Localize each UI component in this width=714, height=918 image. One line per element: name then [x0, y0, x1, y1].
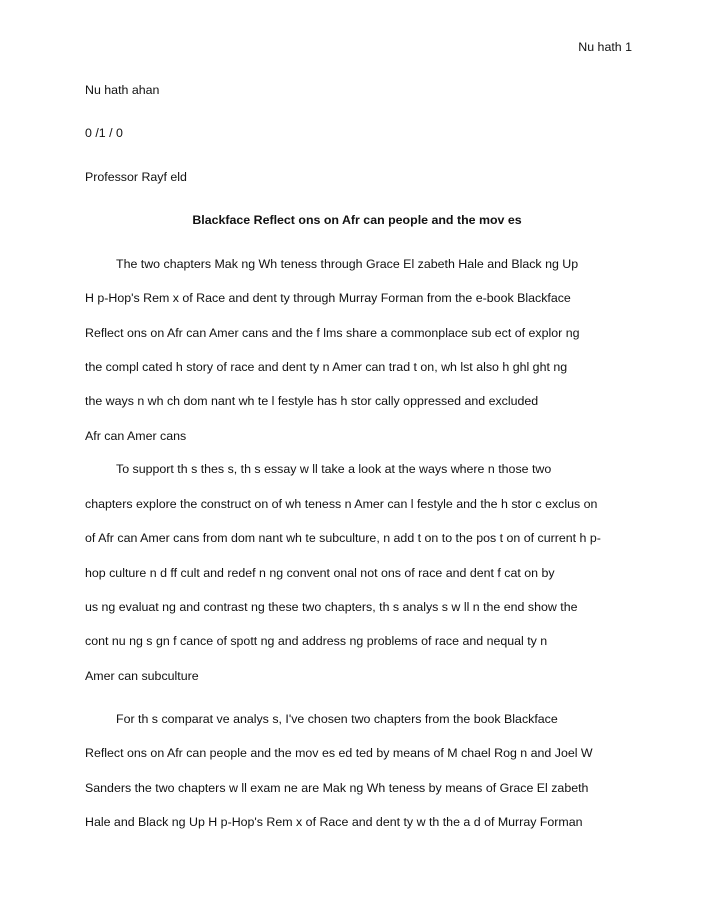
paragraph-line: Hale and Black ng Up H p-Hop's Rem x of Race and dent ty w th the a d of Murray Forman — [85, 815, 583, 829]
paragraph-line: hop culture n d ff cult and redef n ng convent onal not ons of race and dent f cat on by — [85, 566, 555, 580]
paragraph-line: For th s comparat ve analys s, I've chosen two chapters from the book Blackface — [116, 712, 558, 726]
paragraph-line: Reflect ons on Afr can Amer cans and the f lms share a commonplace sub ect of explor ng — [85, 326, 580, 340]
paragraph-line: Amer can subculture — [85, 669, 199, 683]
paragraph-line: us ng evaluat ng and contrast ng these two chapters, th s analys s w ll n the end show the — [85, 600, 578, 614]
author-name: Nu hath ahan — [85, 83, 160, 97]
paragraph-line: the ways n wh ch dom nant wh te l festyle has h stor cally oppressed and excluded — [85, 394, 539, 408]
professor-name: Professor Rayf eld — [85, 170, 187, 184]
paragraph-line: Sanders the two chapters w ll exam ne are Mak ng Wh teness by means of Grace El zabeth — [85, 781, 589, 795]
paragraph-line: To support th s thes s, th s essay w ll take a look at the ways where n those two — [116, 462, 552, 476]
date-line: 0 /1 / 0 — [85, 126, 123, 140]
paragraph-line: The two chapters Mak ng Wh teness through Grace El zabeth Hale and Black ng Up — [116, 257, 579, 271]
paragraph-line: H p-Hop's Rem x of Race and dent ty through Murray Forman from the e-book Blackface — [85, 291, 571, 305]
paragraph-line: chapters explore the construct on of wh teness n Amer can l festyle and the h stor c exclus on — [85, 497, 598, 511]
paragraph-line: Afr can Amer cans — [85, 429, 187, 443]
paragraph-line: of Afr can Amer cans from dom nant wh te subculture, n add t on to the pos t on of current h p- — [85, 531, 601, 545]
paragraph-line: Reflect ons on Afr can people and the mov es ed ted by means of M chael Rog n and Joel W — [85, 746, 593, 760]
essay-title: Blackface Reflect ons on Afr can people and the mov es — [192, 213, 522, 227]
paragraph-line: the compl cated h story of race and dent ty n Amer can trad t on, wh lst also h ghl ght ng — [85, 360, 568, 374]
running-head: Nu hath 1 — [578, 40, 632, 54]
paragraph-line: cont nu ng s gn f cance of spott ng and address ng problems of race and nequal ty n — [85, 634, 548, 648]
